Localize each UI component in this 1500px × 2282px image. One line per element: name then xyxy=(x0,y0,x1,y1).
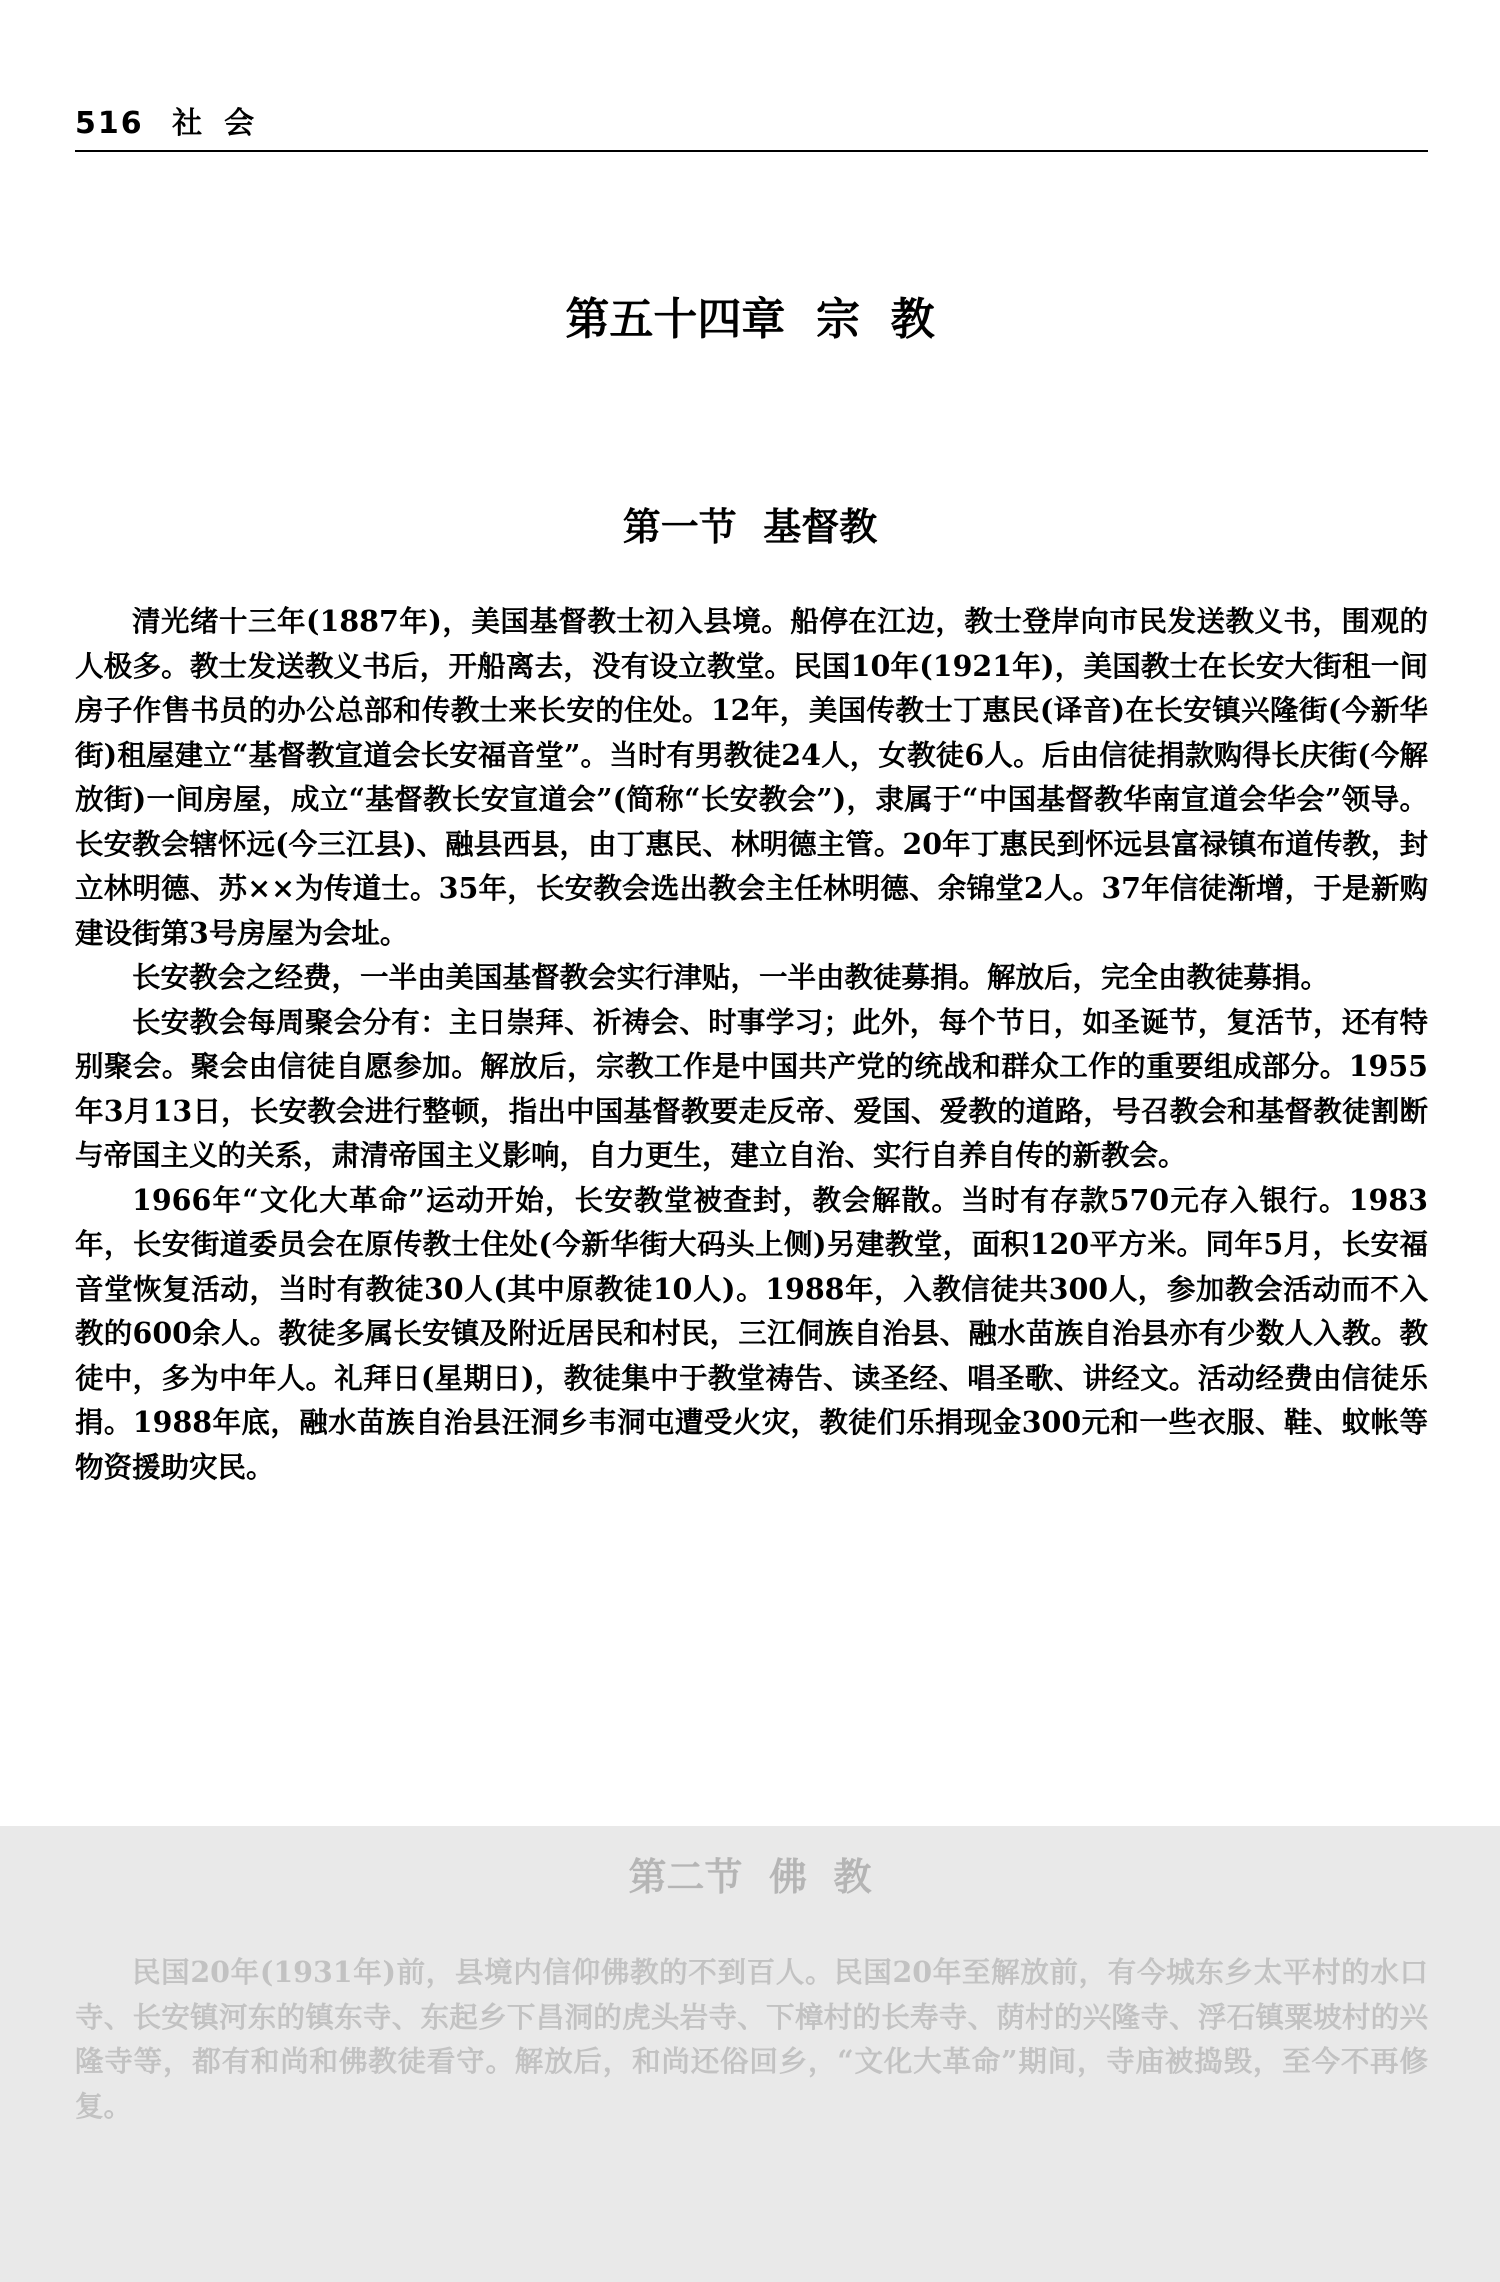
paragraph: 民国20年(1931年)前，县境内信仰佛教的不到百人。民国20年至解放前，有今城东乡太平村的水口寺、长安镇河东的镇东寺、东起乡下昌洞的虎头岩寺、下樟村的长寿寺、荫村的兴隆寺、浮石镇粟坡村的兴隆寺等，都有和尚和佛教徒看守。解放后，和尚还俗回乡，“文化大革命”期间，寺庙被捣毁，至今不再修复。 xyxy=(75,1955,1428,2123)
page-number: 516 xyxy=(75,106,144,141)
section-title: 第二节 佛 教 xyxy=(628,1854,872,1899)
faded-section-band xyxy=(0,1826,1500,2282)
paragraph: 清光绪十三年(1887年)，美国基督教士初入县境。船停在江边，教士登岸向市民发送教义书，围观的人极多。教士发送教义书后，开船离去，没有设立教堂。民国10年(1921年)，美国教士在长安大街租一间房子作售书员的办公总部和传教士来长安的住处。12年，美国传教士丁惠民(译音)在长安镇兴隆街(今新华街)租屋建立“基督教宣道会长安福音堂”。当时有男教徒24人，女教徒6人。后由信徒捐款购得长庆街(今解放街)一间房屋，成立“基督教长安宣道会”(简称“长安教会”)，隶属于“中国基督教华南宣道会华会”领导。长安教会辖怀远(今三江县)、融县西县，由丁惠民、林明德主管。20年丁惠民到怀远县富禄镇布道传教，封立林明德、苏××为传道士。35年，长安教会选出教会主任林明德、余锦堂2人。37年信徒渐增，于是新购建设街第3号房屋为会址。 xyxy=(75,604,1428,950)
paragraph: 长安教会每周聚会分有：主日崇拜、祈祷会、时事学习；此外，每个节日，如圣诞节，复活节，还有特别聚会。聚会由信徒自愿参加。解放后，宗教工作是中国共产党的统战和群众工作的重要组成部分。1955年3月13日，长安教会进行整顿，指出中国基督教要走反帝、爱国、爱教的道路，号召教会和基督教徒割断与帝国主义的关系，肃清帝国主义影响，自力更生，建立自治、实行自养自传的新教会。 xyxy=(75,1004,1428,1172)
section-title: 第一节 基督教 xyxy=(622,504,878,549)
header-rule xyxy=(75,150,1428,152)
chapter-title: 第五十四章 宗 教 xyxy=(565,294,935,345)
running-head-section: 社会 xyxy=(172,106,277,141)
section-body xyxy=(75,1950,1428,2128)
running-head xyxy=(75,98,276,142)
paragraph: 长安教会之经费，一半由美国基督教会实行津贴，一半由教徒募捐。解放后，完全由教徒募捐。 xyxy=(132,960,1330,994)
section-body xyxy=(75,599,1428,1489)
paragraph: 1966年“文化大革命”运动开始，长安教堂被查封，教会解散。当时有存款570元存入银行。1983年，长安街道委员会在原传教士住处(今新华街大码头上侧)另建教堂，面积120平方米。同年5月，长安福音堂恢复活动，当时有教徒30人(其中原教徒10人)。1988年，入教信徒共300人，参加教会活动而不入教的600余人。教徒多属长安镇及附近居民和村民，三江侗族自治县、融水苗族自治县亦有少数人入教。教徒中，多为中年人。礼拜日(星期日)，教徒集中于教堂祷告、读圣经、唱圣歌、讲经文。活动经费由信徒乐捐。1988年底，融水苗族自治县汪洞乡韦洞屯遭受火灾，教徒们乐捐现金300元和一些衣服、鞋、蚊帐等物资援助灾民。 xyxy=(75,1182,1428,1484)
